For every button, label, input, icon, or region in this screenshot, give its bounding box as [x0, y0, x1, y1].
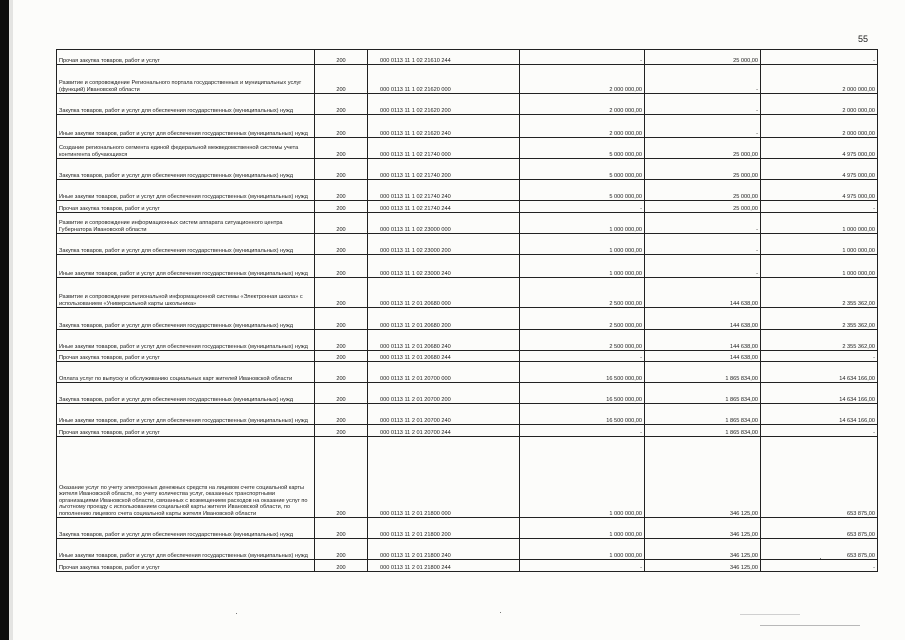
- cell-line-code: 200: [315, 255, 368, 278]
- cell-remaining: 4 975 000,00: [761, 138, 878, 159]
- cell-approved: 2 500 000,00: [520, 308, 645, 330]
- cell-executed: 1 865 834,00: [645, 404, 761, 425]
- cell-name: Прочая закупка товаров, работ и услуг: [57, 50, 315, 65]
- table-row: [57, 50, 878, 65]
- budget-execution-table: [56, 49, 878, 572]
- cell-name: Закупка товаров, работ и услуг для обеспечения государственных (муниципальных) нужд: [57, 234, 315, 255]
- cell-name: Оплата услуг по выпуску и обслуживанию социальных карт жителей Ивановской области: [57, 362, 315, 383]
- cell-executed: 144 638,00: [645, 308, 761, 330]
- cell-name: Иные закупки товаров, работ и услуг для обеспечения государственных (муниципальных) нужд: [57, 404, 315, 425]
- cell-approved: 2 000 000,00: [520, 65, 645, 94]
- cell-budget-code: 000 0113 11 1 02 21620 200: [368, 94, 520, 115]
- cell-line-code: 200: [315, 65, 368, 94]
- cell-remaining: 2 355 362,00: [761, 330, 878, 351]
- cell-remaining: 1 000 000,00: [761, 234, 878, 255]
- cell-approved: 2 500 000,00: [520, 330, 645, 351]
- table-row: [57, 115, 878, 138]
- cell-executed: 25 000,00: [645, 201, 761, 213]
- cell-executed: 346 125,00: [645, 518, 761, 539]
- cell-line-code: 200: [315, 115, 368, 138]
- cell-approved: -: [520, 201, 645, 213]
- cell-budget-code: 000 0113 11 1 02 21740 000: [368, 138, 520, 159]
- cell-approved: 2 500 000,00: [520, 278, 645, 308]
- cell-remaining: 2 000 000,00: [761, 115, 878, 138]
- cell-remaining: 653 875,00: [761, 539, 878, 560]
- cell-name: Закупка товаров, работ и услуг для обеспечения государственных (муниципальных) нужд: [57, 308, 315, 330]
- cell-remaining: 1 000 000,00: [761, 213, 878, 234]
- table-row: [57, 539, 878, 560]
- cell-name: Развитие и сопровождение информационных систем аппарата ситуационного центра Губернатора Ивановской области: [57, 213, 315, 234]
- cell-budget-code: 000 0113 11 2 01 21800 244: [368, 560, 520, 572]
- cell-name: Закупка товаров, работ и услуг для обеспечения государственных (муниципальных) нужд: [57, 518, 315, 539]
- cell-budget-code: 000 0113 11 2 01 21800 000: [368, 437, 520, 518]
- cell-budget-code: 000 0113 11 2 01 20680 240: [368, 330, 520, 351]
- scan-artifact: [760, 625, 860, 626]
- cell-remaining: 4 975 000,00: [761, 159, 878, 180]
- cell-line-code: 200: [315, 437, 368, 518]
- cell-budget-code: 000 0113 11 2 01 20700 240: [368, 404, 520, 425]
- table-row: [57, 234, 878, 255]
- cell-remaining: -: [761, 351, 878, 362]
- cell-line-code: 200: [315, 351, 368, 362]
- cell-line-code: 200: [315, 404, 368, 425]
- cell-budget-code: 000 0113 11 1 02 21620 000: [368, 65, 520, 94]
- table-row: [57, 383, 878, 404]
- cell-remaining: 4 975 000,00: [761, 180, 878, 201]
- cell-line-code: 200: [315, 159, 368, 180]
- cell-name: Закупка товаров, работ и услуг для обеспечения государственных (муниципальных) нужд: [57, 159, 315, 180]
- cell-approved: 1 000 000,00: [520, 234, 645, 255]
- table-row: [57, 138, 878, 159]
- cell-remaining: 653 875,00: [761, 437, 878, 518]
- cell-remaining: 653 875,00: [761, 518, 878, 539]
- cell-line-code: 200: [315, 234, 368, 255]
- cell-approved: -: [520, 50, 645, 65]
- cell-remaining: -: [761, 425, 878, 437]
- cell-executed: -: [645, 213, 761, 234]
- cell-name: Закупка товаров, работ и услуг для обеспечения государственных (муниципальных) нужд: [57, 94, 315, 115]
- cell-line-code: 200: [315, 560, 368, 572]
- table-body: [57, 50, 878, 572]
- cell-budget-code: 000 0113 11 1 02 21740 244: [368, 201, 520, 213]
- cell-approved: 1 000 000,00: [520, 437, 645, 518]
- table-row: [57, 213, 878, 234]
- cell-approved: 16 500 000,00: [520, 383, 645, 404]
- cell-line-code: 200: [315, 330, 368, 351]
- cell-budget-code: 000 0113 11 1 02 21740 200: [368, 159, 520, 180]
- table-row: [57, 201, 878, 213]
- cell-name: Прочая закупка товаров, работ и услуг: [57, 351, 315, 362]
- cell-approved: 1 000 000,00: [520, 539, 645, 560]
- cell-name: Иные закупки товаров, работ и услуг для обеспечения государственных (муниципальных) нужд: [57, 115, 315, 138]
- cell-line-code: 200: [315, 180, 368, 201]
- cell-name: Иные закупки товаров, работ и услуг для обеспечения государственных (муниципальных) нужд: [57, 330, 315, 351]
- cell-budget-code: 000 0113 11 2 01 20700 200: [368, 383, 520, 404]
- cell-name: Развитие и сопровождение региональной информационной системы «Электронная школа» с использованием «Универсальной карты школьника»: [57, 278, 315, 308]
- table-row: [57, 351, 878, 362]
- cell-name: Иные закупки товаров, работ и услуг для обеспечения государственных (муниципальных) нужд: [57, 255, 315, 278]
- cell-budget-code: 000 0113 11 1 02 23000 240: [368, 255, 520, 278]
- cell-executed: 1 865 834,00: [645, 383, 761, 404]
- cell-approved: -: [520, 351, 645, 362]
- scan-artifact: [740, 614, 800, 615]
- cell-approved: 1 000 000,00: [520, 213, 645, 234]
- cell-executed: 144 638,00: [645, 278, 761, 308]
- table-row: [57, 94, 878, 115]
- cell-name: Иные закупки товаров, работ и услуг для обеспечения государственных (муниципальных) нужд: [57, 539, 315, 560]
- table-row: [57, 404, 878, 425]
- table-row: [57, 159, 878, 180]
- cell-line-code: 200: [315, 539, 368, 560]
- cell-budget-code: 000 0113 11 1 02 23000 200: [368, 234, 520, 255]
- cell-line-code: 200: [315, 308, 368, 330]
- scan-binding-shadow: [9, 0, 13, 640]
- cell-remaining: -: [761, 560, 878, 572]
- table-row: [57, 518, 878, 539]
- cell-remaining: 2 355 362,00: [761, 308, 878, 330]
- cell-approved: -: [520, 425, 645, 437]
- cell-line-code: 200: [315, 383, 368, 404]
- cell-approved: 1 000 000,00: [520, 255, 645, 278]
- cell-budget-code: 000 0113 11 2 01 20700 000: [368, 362, 520, 383]
- scan-speck: [500, 612, 501, 613]
- cell-line-code: 200: [315, 278, 368, 308]
- page-number: 55: [858, 34, 869, 44]
- cell-line-code: 200: [315, 94, 368, 115]
- cell-budget-code: 000 0113 11 2 01 21800 240: [368, 539, 520, 560]
- cell-executed: -: [645, 94, 761, 115]
- cell-name: Закупка товаров, работ и услуг для обеспечения государственных (муниципальных) нужд: [57, 383, 315, 404]
- cell-remaining: -: [761, 201, 878, 213]
- cell-approved: 1 000 000,00: [520, 518, 645, 539]
- cell-executed: 1 865 834,00: [645, 425, 761, 437]
- cell-approved: 2 000 000,00: [520, 94, 645, 115]
- table-row: [57, 437, 878, 518]
- cell-remaining: 2 355 362,00: [761, 278, 878, 308]
- cell-executed: 346 125,00: [645, 539, 761, 560]
- cell-remaining: 14 634 166,00: [761, 362, 878, 383]
- cell-budget-code: 000 0113 11 1 02 23000 000: [368, 213, 520, 234]
- table-row: [57, 180, 878, 201]
- cell-budget-code: 000 0113 11 2 01 20680 000: [368, 278, 520, 308]
- cell-executed: 25 000,00: [645, 138, 761, 159]
- scan-speck: [236, 613, 237, 614]
- cell-approved: 2 000 000,00: [520, 115, 645, 138]
- cell-remaining: -: [761, 50, 878, 65]
- cell-line-code: 200: [315, 201, 368, 213]
- cell-remaining: 2 000 000,00: [761, 94, 878, 115]
- cell-approved: 5 000 000,00: [520, 180, 645, 201]
- cell-line-code: 200: [315, 425, 368, 437]
- cell-line-code: 200: [315, 50, 368, 65]
- table-row: [57, 560, 878, 572]
- cell-name: Развитие и сопровождение Регионального портала государственных и муниципальных услуг (функций) Ивановской области: [57, 65, 315, 94]
- cell-executed: 144 638,00: [645, 330, 761, 351]
- table-row: [57, 308, 878, 330]
- cell-executed: -: [645, 255, 761, 278]
- table-row: [57, 255, 878, 278]
- cell-executed: 144 638,00: [645, 351, 761, 362]
- table-row: [57, 330, 878, 351]
- cell-executed: -: [645, 234, 761, 255]
- cell-name: Иные закупки товаров, работ и услуг для обеспечения государственных (муниципальных) нужд: [57, 180, 315, 201]
- scan-speck: [820, 558, 821, 559]
- cell-remaining: 14 634 166,00: [761, 404, 878, 425]
- cell-budget-code: 000 0113 11 1 02 21620 240: [368, 115, 520, 138]
- cell-budget-code: 000 0113 11 2 01 21800 200: [368, 518, 520, 539]
- cell-approved: 5 000 000,00: [520, 138, 645, 159]
- cell-name: Оказание услуг по учету электронных денежных средств на лицевом счете социальной карты жителя Ивановской области, по учету количества услуг, оказанных транспортными организациями Ивановской области, связанных с возмещением расходов на оказание услуг по льготному проезду с использованием социальной карты жителя Ивановской области, по пополнению лицевого счета социальной карты жителя Ивановской области: [57, 437, 315, 518]
- table-row: [57, 278, 878, 308]
- table-row: [57, 425, 878, 437]
- cell-name: Прочая закупка товаров, работ и услуг: [57, 560, 315, 572]
- cell-budget-code: 000 0113 11 2 01 20680 244: [368, 351, 520, 362]
- cell-line-code: 200: [315, 138, 368, 159]
- cell-remaining: 14 634 166,00: [761, 383, 878, 404]
- cell-budget-code: 000 0113 11 2 01 20680 200: [368, 308, 520, 330]
- table-row: [57, 362, 878, 383]
- cell-line-code: 200: [315, 362, 368, 383]
- scan-binding-edge: [0, 0, 9, 640]
- cell-executed: 25 000,00: [645, 50, 761, 65]
- cell-approved: 16 500 000,00: [520, 362, 645, 383]
- cell-executed: 346 125,00: [645, 437, 761, 518]
- cell-line-code: 200: [315, 518, 368, 539]
- cell-remaining: 1 000 000,00: [761, 255, 878, 278]
- cell-budget-code: 000 0113 11 1 02 21610 244: [368, 50, 520, 65]
- cell-executed: -: [645, 115, 761, 138]
- cell-executed: 346 125,00: [645, 560, 761, 572]
- cell-executed: 1 865 834,00: [645, 362, 761, 383]
- cell-budget-code: 000 0113 11 1 02 21740 240: [368, 180, 520, 201]
- cell-budget-code: 000 0113 11 2 01 20700 244: [368, 425, 520, 437]
- cell-remaining: 2 000 000,00: [761, 65, 878, 94]
- cell-approved: 16 500 000,00: [520, 404, 645, 425]
- cell-approved: 5 000 000,00: [520, 159, 645, 180]
- cell-executed: 25 000,00: [645, 159, 761, 180]
- cell-name: Прочая закупка товаров, работ и услуг: [57, 425, 315, 437]
- cell-approved: -: [520, 560, 645, 572]
- table-row: [57, 65, 878, 94]
- cell-name: Прочая закупка товаров, работ и услуг: [57, 201, 315, 213]
- cell-name: Создание регионального сегмента единой федеральной межведомственной системы учета контингента обучающихся: [57, 138, 315, 159]
- cell-line-code: 200: [315, 213, 368, 234]
- cell-executed: 25 000,00: [645, 180, 761, 201]
- cell-executed: -: [645, 65, 761, 94]
